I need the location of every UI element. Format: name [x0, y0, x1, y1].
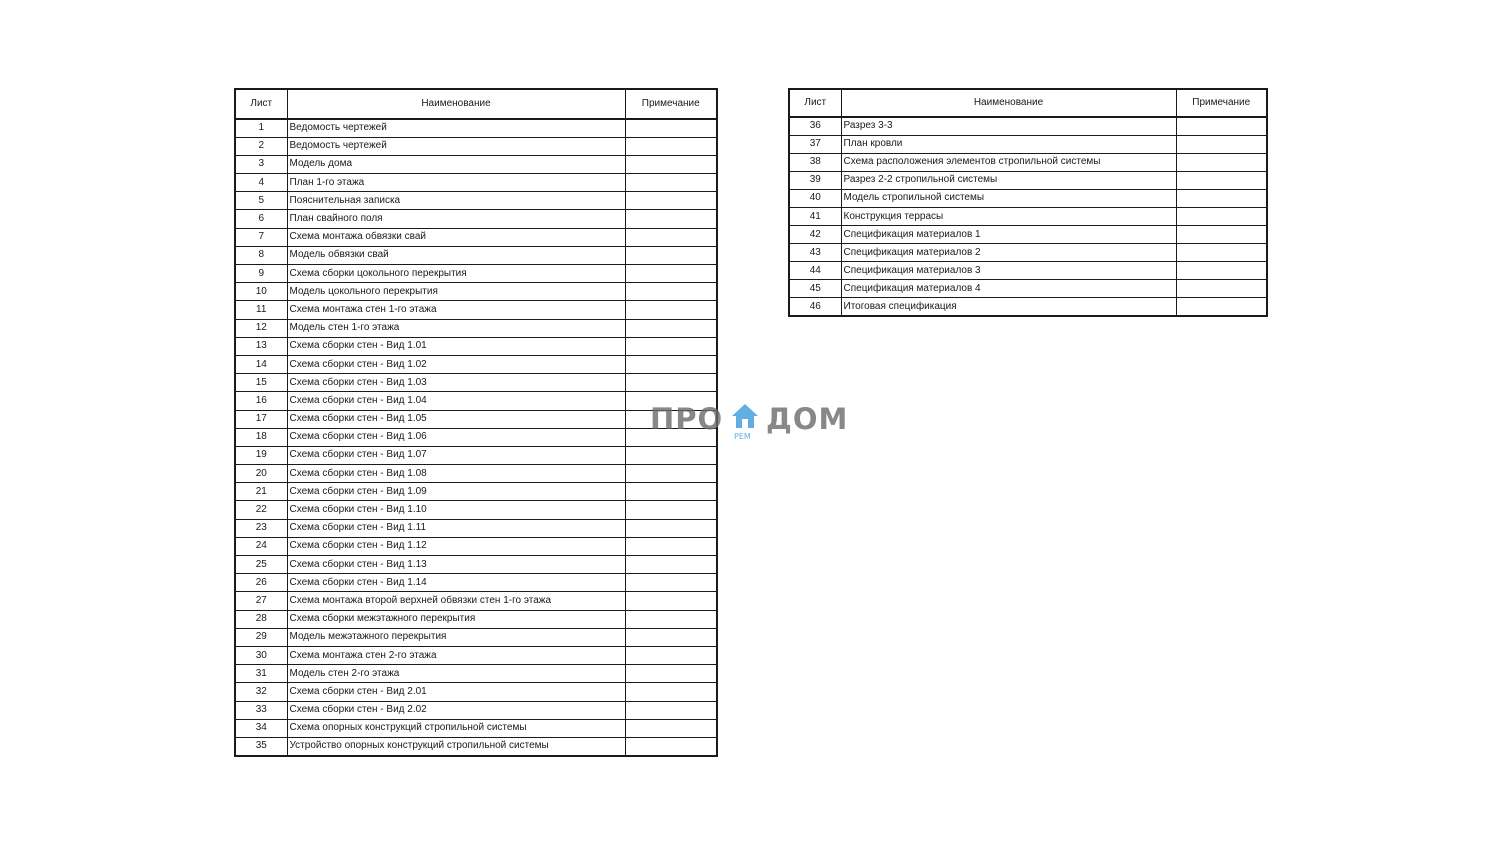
note-cell: [625, 483, 717, 501]
sheet-number-cell: 38: [789, 153, 841, 171]
sheet-number-cell: 15: [235, 374, 287, 392]
table-row: [235, 683, 717, 701]
table-row: [235, 119, 717, 137]
table-row: [235, 319, 717, 337]
sheet-name-cell: Ведомость чертежей: [287, 137, 625, 155]
table-row: [789, 117, 1267, 135]
sheet-number-cell: 21: [235, 483, 287, 501]
table-row: [235, 610, 717, 628]
note-cell: [625, 628, 717, 646]
sheet-name-cell: Схема сборки стен - Вид 1.01: [287, 337, 625, 355]
note-cell: [625, 446, 717, 464]
sheet-number-cell: 35: [235, 737, 287, 755]
table-row: [235, 556, 717, 574]
sheet-name-cell: План 1-го этажа: [287, 174, 625, 192]
sheet-name-cell: Схема сборки стен - Вид 1.09: [287, 483, 625, 501]
sheet-number-cell: 46: [789, 298, 841, 316]
table-row: [789, 226, 1267, 244]
note-cell: [1176, 280, 1267, 298]
note-cell: [1176, 207, 1267, 225]
sheet-name-cell: Спецификация материалов 4: [841, 280, 1176, 298]
sheet-name-cell: Модель дома: [287, 155, 625, 173]
sheet-name-cell: Схема сборки стен - Вид 1.08: [287, 465, 625, 483]
note-cell: [625, 556, 717, 574]
table-row: [789, 171, 1267, 189]
table-row: [789, 189, 1267, 207]
sheet-number-cell: 12: [235, 319, 287, 337]
note-cell: [625, 519, 717, 537]
table-row: [789, 262, 1267, 280]
house-icon: [730, 402, 760, 432]
watermark-text-left: ПРО: [650, 402, 724, 436]
sheet-number-cell: 3: [235, 155, 287, 173]
sheet-name-cell: Итоговая спецификация: [841, 298, 1176, 316]
table-row: [789, 135, 1267, 153]
table-body: [235, 119, 717, 756]
sheet-number-cell: 32: [235, 683, 287, 701]
sheet-name-cell: Схема сборки стен - Вид 1.10: [287, 501, 625, 519]
table-row: [235, 719, 717, 737]
sheet-number-cell: 44: [789, 262, 841, 280]
sheet-number-cell: 23: [235, 519, 287, 537]
table-row: [235, 155, 717, 173]
table-continuation-edge: [234, 756, 716, 761]
sheet-number-cell: 45: [789, 280, 841, 298]
sheet-name-cell: Схема расположения элементов стропильной системы: [841, 153, 1176, 171]
sheet-name-cell: Схема сборки стен - Вид 2.01: [287, 683, 625, 701]
sheet-number-cell: 4: [235, 174, 287, 192]
sheet-number-cell: 37: [789, 135, 841, 153]
sheet-number-cell: 5: [235, 192, 287, 210]
sheet-number-cell: 22: [235, 501, 287, 519]
table-row: [235, 210, 717, 228]
table-row: [235, 283, 717, 301]
table-row: [235, 337, 717, 355]
table-row: [789, 298, 1267, 316]
sheet-name-cell: Схема сборки стен - Вид 1.11: [287, 519, 625, 537]
note-cell: [625, 374, 717, 392]
sheet-name-cell: Схема сборки стен - Вид 1.06: [287, 428, 625, 446]
header-sheet: Лист: [235, 89, 287, 119]
header-name: Наименование: [841, 89, 1176, 117]
header-sheet: Лист: [789, 89, 841, 117]
sheet-number-cell: 33: [235, 701, 287, 719]
note-cell: [1176, 262, 1267, 280]
table-row: [235, 392, 717, 410]
note-cell: [1176, 189, 1267, 207]
table-row: [235, 301, 717, 319]
sheet-number-cell: 41: [789, 207, 841, 225]
note-cell: [625, 701, 717, 719]
sheet-name-cell: Разрез 3-3: [841, 117, 1176, 135]
note-cell: [625, 155, 717, 173]
sheet-number-cell: 10: [235, 283, 287, 301]
note-cell: [625, 465, 717, 483]
note-cell: [625, 283, 717, 301]
note-cell: [625, 646, 717, 664]
table-row: [789, 207, 1267, 225]
note-cell: [625, 737, 717, 755]
sheet-name-cell: Спецификация материалов 3: [841, 262, 1176, 280]
note-cell: [625, 228, 717, 246]
table-row: [235, 192, 717, 210]
note-cell: [625, 265, 717, 283]
note-cell: [625, 501, 717, 519]
sheet-number-cell: 17: [235, 410, 287, 428]
watermark-logo: [650, 400, 850, 444]
sheet-number-cell: 30: [235, 646, 287, 664]
sheet-name-cell: Спецификация материалов 1: [841, 226, 1176, 244]
sheet-name-cell: Схема монтажа стен 1-го этажа: [287, 301, 625, 319]
table-row: [789, 153, 1267, 171]
sheet-name-cell: Схема опорных конструкций стропильной системы: [287, 719, 625, 737]
sheet-number-cell: 1: [235, 119, 287, 137]
table-row: [235, 265, 717, 283]
table-row: [235, 519, 717, 537]
note-cell: [625, 355, 717, 373]
sheet-name-cell: План кровли: [841, 135, 1176, 153]
sheet-name-cell: Схема сборки стен - Вид 2.02: [287, 701, 625, 719]
sheet-number-cell: 16: [235, 392, 287, 410]
table-row: [235, 537, 717, 555]
note-cell: [1176, 171, 1267, 189]
sheet-name-cell: Модель обвязки свай: [287, 246, 625, 264]
table-row: [235, 646, 717, 664]
sheet-name-cell: Схема сборки стен - Вид 1.02: [287, 355, 625, 373]
note-cell: [1176, 244, 1267, 262]
sheet-name-cell: Схема сборки стен - Вид 1.13: [287, 556, 625, 574]
table-row: [235, 174, 717, 192]
sheet-name-cell: Модель цокольного перекрытия: [287, 283, 625, 301]
sheet-name-cell: Пояснительная записка: [287, 192, 625, 210]
sheet-number-cell: 27: [235, 592, 287, 610]
note-cell: [625, 610, 717, 628]
table-row: [235, 374, 717, 392]
sheet-number-cell: 25: [235, 556, 287, 574]
sheet-name-cell: Схема сборки цокольного перекрытия: [287, 265, 625, 283]
sheet-number-cell: 19: [235, 446, 287, 464]
sheet-name-cell: Модель межэтажного перекрытия: [287, 628, 625, 646]
table-row: [789, 244, 1267, 262]
watermark-subtext: РЕМ: [734, 432, 751, 441]
sheet-number-cell: 8: [235, 246, 287, 264]
table-header-row: [235, 89, 717, 119]
note-cell: [625, 665, 717, 683]
note-cell: [625, 119, 717, 137]
sheet-number-cell: 20: [235, 465, 287, 483]
sheet-name-cell: Ведомость чертежей: [287, 119, 625, 137]
note-cell: [1176, 226, 1267, 244]
sheet-number-cell: 11: [235, 301, 287, 319]
note-cell: [625, 319, 717, 337]
header-note: Примечание: [1176, 89, 1267, 117]
table-header-row: [789, 89, 1267, 117]
sheet-number-cell: 18: [235, 428, 287, 446]
sheet-name-cell: Схема монтажа стен 2-го этажа: [287, 646, 625, 664]
sheet-number-cell: 7: [235, 228, 287, 246]
sheet-number-cell: 9: [235, 265, 287, 283]
watermark-text-right: ДОМ: [766, 402, 849, 436]
table-row: [235, 446, 717, 464]
table-row: [235, 628, 717, 646]
table-row: [235, 410, 717, 428]
sheet-number-cell: 2: [235, 137, 287, 155]
sheet-number-cell: 29: [235, 628, 287, 646]
note-cell: [625, 246, 717, 264]
sheet-number-cell: 26: [235, 574, 287, 592]
sheet-name-cell: Спецификация материалов 2: [841, 244, 1176, 262]
table-row: [235, 355, 717, 373]
sheet-name-cell: Модель стен 1-го этажа: [287, 319, 625, 337]
note-cell: [625, 301, 717, 319]
table-row: [235, 501, 717, 519]
header-note: Примечание: [625, 89, 717, 119]
drawing-list-table-right: [788, 88, 1268, 317]
note-cell: [625, 137, 717, 155]
note-cell: [625, 174, 717, 192]
sheet-name-cell: Разрез 2-2 стропильной системы: [841, 171, 1176, 189]
sheet-number-cell: 40: [789, 189, 841, 207]
sheet-name-cell: Схема монтажа второй верхней обвязки стен 1-го этажа: [287, 592, 625, 610]
sheet-number-cell: 13: [235, 337, 287, 355]
sheet-name-cell: Схема монтажа обвязки свай: [287, 228, 625, 246]
table-row: [235, 483, 717, 501]
sheet-number-cell: 24: [235, 537, 287, 555]
sheet-name-cell: Схема сборки стен - Вид 1.04: [287, 392, 625, 410]
note-cell: [625, 192, 717, 210]
sheet-number-cell: 34: [235, 719, 287, 737]
table-row: [235, 574, 717, 592]
table-row: [235, 246, 717, 264]
note-cell: [625, 719, 717, 737]
note-cell: [625, 683, 717, 701]
table-row: [235, 137, 717, 155]
sheet-name-cell: Схема сборки межэтажного перекрытия: [287, 610, 625, 628]
drawing-list-table-left: [234, 88, 718, 757]
sheet-number-cell: 43: [789, 244, 841, 262]
sheet-name-cell: Схема сборки стен - Вид 1.03: [287, 374, 625, 392]
note-cell: [1176, 117, 1267, 135]
note-cell: [625, 337, 717, 355]
sheet-name-cell: Схема сборки стен - Вид 1.12: [287, 537, 625, 555]
sheet-number-cell: 28: [235, 610, 287, 628]
note-cell: [1176, 153, 1267, 171]
note-cell: [1176, 135, 1267, 153]
sheet-name-cell: Модель стен 2-го этажа: [287, 665, 625, 683]
sheet-number-cell: 31: [235, 665, 287, 683]
sheet-number-cell: 14: [235, 355, 287, 373]
sheet-name-cell: План свайного поля: [287, 210, 625, 228]
sheet-name-cell: Устройство опорных конструкций стропильной системы: [287, 737, 625, 755]
note-cell: [1176, 298, 1267, 316]
sheet-number-cell: 6: [235, 210, 287, 228]
table-body: [789, 117, 1267, 316]
table-row: [235, 701, 717, 719]
table-row: [789, 280, 1267, 298]
table-row: [235, 592, 717, 610]
sheet-name-cell: Схема сборки стен - Вид 1.07: [287, 446, 625, 464]
sheet-name-cell: Схема сборки стен - Вид 1.14: [287, 574, 625, 592]
table-row: [235, 665, 717, 683]
table-row: [235, 228, 717, 246]
header-name: Наименование: [287, 89, 625, 119]
sheet-number-cell: 39: [789, 171, 841, 189]
table-row: [235, 465, 717, 483]
sheet-name-cell: Конструкция террасы: [841, 207, 1176, 225]
note-cell: [625, 574, 717, 592]
note-cell: [625, 592, 717, 610]
sheet-name-cell: Схема сборки стен - Вид 1.05: [287, 410, 625, 428]
sheet-number-cell: 36: [789, 117, 841, 135]
table-row: [235, 737, 717, 755]
table-row: [235, 428, 717, 446]
sheet-number-cell: 42: [789, 226, 841, 244]
note-cell: [625, 537, 717, 555]
sheet-name-cell: Модель стропильной системы: [841, 189, 1176, 207]
note-cell: [625, 210, 717, 228]
